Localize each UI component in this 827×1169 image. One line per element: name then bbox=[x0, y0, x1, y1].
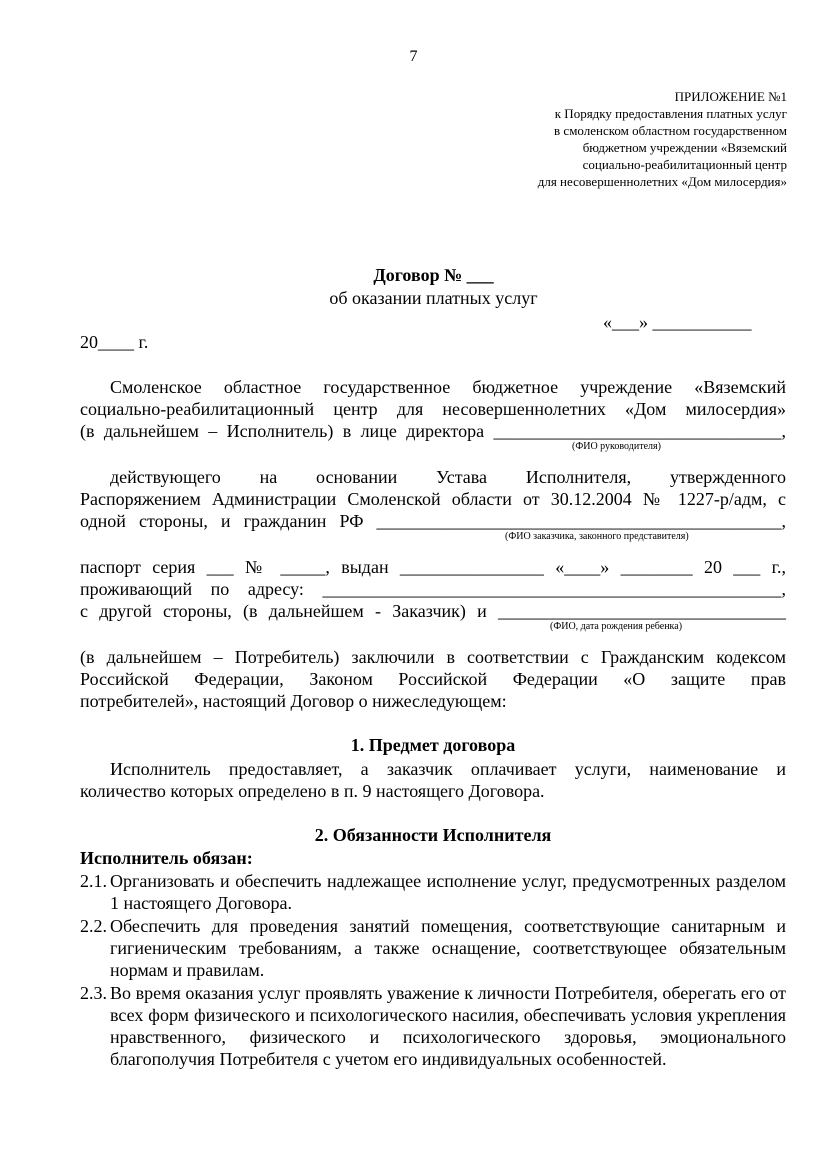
appendix-header bbox=[538, 88, 787, 190]
text-line: Российской Федерации, Законом Российской Федерации «О защите прав bbox=[80, 669, 786, 689]
text-line: действующего на основании Устава Исполнителя, утвержденного bbox=[110, 467, 786, 487]
appendix-line: ПРИЛОЖЕНИЕ №1 bbox=[674, 89, 787, 104]
appendix-line: в смоленском областном государственном bbox=[554, 123, 787, 138]
text-line: (в дальнейшем – Исполнитель) в лице директора ________________________________, bbox=[80, 421, 786, 441]
item-text: Обеспечить для проведения занятий помещения, соответствующие санитарным и гигиеническим требованиям, а также оснащение, соответствующее обязательным нормам и правилам. bbox=[110, 916, 786, 980]
appendix-line: к Порядку предоставления платных услуг bbox=[554, 106, 787, 121]
section-2-heading: 2. Обязанности Исполнителя bbox=[314, 825, 552, 845]
appendix-line: бюджетном учреждении «Вяземский bbox=[582, 140, 787, 155]
list-item bbox=[80, 915, 786, 981]
contract-subtitle: об оказании платных услуг bbox=[329, 288, 538, 308]
item-number: 2.1. bbox=[80, 871, 107, 891]
caption-director: (ФИО руководителя) bbox=[572, 441, 661, 452]
section-1-body bbox=[80, 758, 786, 802]
paragraph-consumer bbox=[80, 646, 786, 712]
text-line: количество которых определено в п. 9 настоящего Договора. bbox=[80, 781, 545, 801]
item-number: 2.3. bbox=[80, 983, 107, 1003]
text-line: Смоленское областное государственное бюджетное учреждение «Вяземский bbox=[110, 377, 786, 397]
section-2-lead: Исполнитель обязан: bbox=[80, 848, 253, 868]
text-line: с другой стороны, (в дальнейшем - Заказчик) и ________________________________ bbox=[80, 601, 786, 621]
date-line-year: 20____ г. bbox=[80, 332, 149, 352]
text-line: социально-реабилитационный центр для несовершеннолетних «Дом милосердия» bbox=[80, 399, 786, 419]
date-line-day-month: «___» ___________ bbox=[603, 312, 752, 332]
appendix-line: для несовершеннолетних «Дом милосердия» bbox=[537, 174, 787, 189]
caption-child: (ФИО, дата рождения ребенка) bbox=[550, 621, 683, 632]
text-line: Исполнитель предоставляет, а заказчик оплачивает услуги, наименование и bbox=[110, 759, 786, 779]
item-text: Организовать и обеспечить надлежащее исполнение услуг, предусмотренных разделом 1 настоящего Договора. bbox=[110, 871, 786, 913]
appendix-line: социально-реабилитационный центр bbox=[582, 157, 787, 172]
text-line: Распоряжением Администрации Смоленской области от 30.12.2004 № 1227-р/адм, с bbox=[80, 489, 786, 509]
list-item bbox=[80, 982, 786, 1070]
list-item bbox=[80, 870, 786, 914]
contract-title: Договор № ___ bbox=[373, 265, 494, 285]
item-text: Во время оказания услуг проявлять уважение к личности Потребителя, оберегать его от всех форм физического и психологического насилия, обеспечивать условия укрепления нравственного, физического и психологического здоровья, эмоционального благополучия Потребителя с учетом его индивидуальных особенностей. bbox=[110, 983, 786, 1069]
item-number: 2.2. bbox=[80, 916, 107, 936]
page-number: 7 bbox=[409, 48, 418, 65]
paragraph-executor bbox=[80, 376, 786, 442]
text-line: (в дальнейшем – Потребитель) заключили в соответствии с Гражданским кодексом bbox=[80, 647, 786, 667]
text-line: потребителей», настоящий Договор о нижеследующем: bbox=[80, 691, 507, 711]
text-line: паспорт серия ___ № _____, выдан ________________ «____» ________ 20 ___ г., bbox=[80, 557, 786, 577]
paragraph-passport bbox=[80, 556, 786, 622]
text-line: одной стороны, и гражданин РФ _____________________________________________, bbox=[80, 511, 786, 531]
caption-customer: (ФИО заказчика, законного представителя) bbox=[505, 531, 689, 542]
section-1-heading: 1. Предмет договора bbox=[350, 735, 516, 755]
text-line: проживающий по адресу: ___________________________________________________, bbox=[80, 579, 786, 599]
paragraph-basis bbox=[80, 466, 786, 532]
